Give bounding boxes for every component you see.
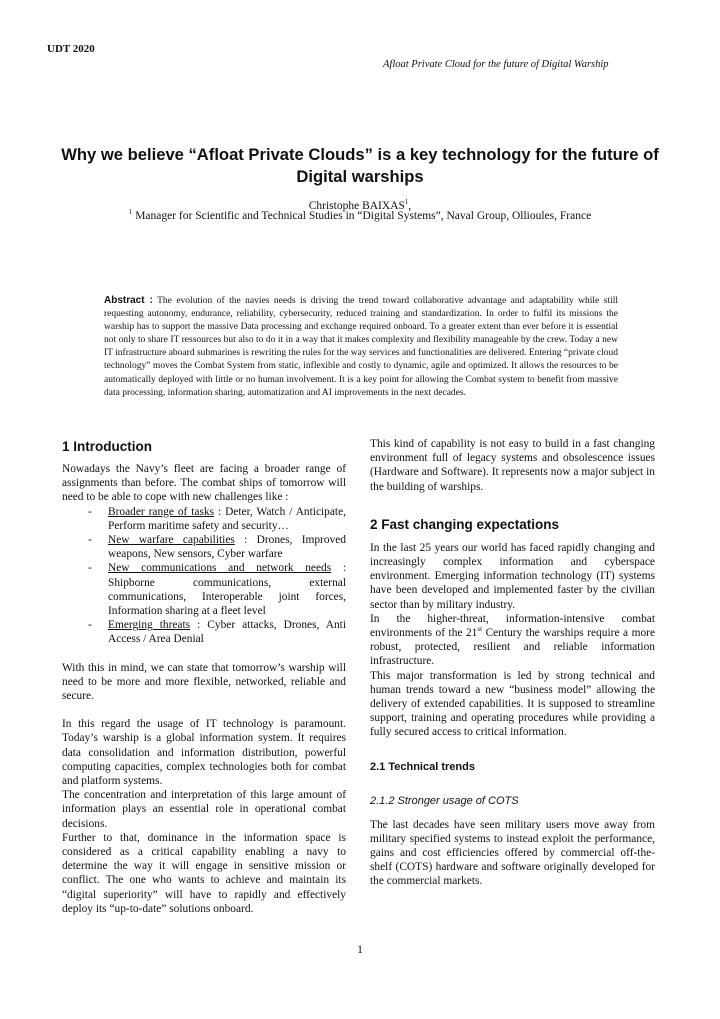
subsection-heading-technical-trends: 2.1 Technical trends (370, 760, 475, 773)
author-name: Christophe BAIXAS (308, 200, 405, 212)
paragraph: In the last 25 years our world has faced rapidly changing and increasingly complex information and cyberspace environment. Emerging information technology (IT) systems have been developed and implemented faster by the civilian sector than by military industry. (370, 541, 655, 611)
paragraph: This kind of capability is not easy to build in a fast changing environment full of legacy systems and obsolescence issues (Hardware and Software). It represents now a major subject in the building of warships. (370, 438, 655, 493)
bullet-lead: Broader range of tasks (108, 505, 215, 518)
list-item: - Emerging threats : Cyber attacks, Drones, Anti Access / Area Denial (88, 619, 346, 646)
bullet-rest: : Shipborne communications, external communications, Interoperable joint forces, Information sharing at a fleet level (108, 562, 346, 618)
list-item: - New communications and network needs : Shipborne communications, external communications, Interoperable joint forces, Information sharing at a fleet level (88, 562, 346, 618)
page-number: 1 (357, 942, 363, 956)
paragraph: In the higher-threat, information-intensive combat environments of the 21st Century the warships require a more robust, protected, resilient and reliable information infrastructure. (370, 612, 655, 668)
subsubsection-heading-cots: 2.1.2 Stronger usage of COTS (370, 794, 519, 807)
paragraph: In this regard the usage of IT technology is paramount. Today’s warship is a global information system. It requires data consolidation and information distribution, powerful computing capacities, complex technologies both for combat and platform systems. (62, 718, 346, 788)
bullet-lead: Emerging threats (108, 619, 191, 632)
left-column (62, 439, 346, 916)
bullet-rest: : Drones, Improved weapons, New sensors, Cyber warfare (108, 534, 346, 561)
section-heading-fast-changing: 2 Fast changing expectations (370, 516, 560, 532)
challenges-list (62, 505, 346, 647)
paragraph: This major transformation is led by strong technical and human trends toward a new “business model” allowing the delivery of extended capabilities. It is supposed to streamline support, training and operating procedures while providing a fully secured access to critical information. (370, 669, 655, 739)
running-header-right: Afloat Private Cloud for the future of Digital Warship (383, 59, 609, 70)
affiliation-text: Manager for Scientific and Technical Studies in “Digital Systems”, Naval Group, Ollioules, France (132, 210, 592, 222)
intro-paragraph: Nowadays the Navy’s fleet are facing a broader range of assignments than before. The combat ships of tomorrow will need to be able to cope with new challenges like : (62, 463, 346, 504)
abstract-label: Abstract : (104, 295, 153, 306)
running-header-left: UDT 2020 (47, 43, 95, 55)
paragraph: Further to that, dominance in the information space is considered as a critical capability enabling a navy to determine the way it will engage in sensitive mission or conflict. The one who wants to achieve and maintain its “digital superiority” will have to rapidly and effectively deploy its “up-to-date” solutions onboard. (62, 831, 346, 915)
author-tail: , (408, 200, 412, 212)
affiliation-sup: 1 (128, 208, 133, 217)
bullet-lead: New warfare capabilities (108, 534, 235, 547)
section-heading-introduction: 1 Introduction (62, 439, 152, 454)
abstract-text: The evolution of the navies needs is driving the trend toward collaborative advantage and adaptability while still requesting autonomy, endurance, reliability, cybersecurity, reduced training and standardization. In order to fulfil its missions the warship has to support the massive Data processing and exchange required onboard. To a greater extent than ever before it is essential not only to share IT ressources but also to do it in a way that it makes complexity and flexibility manageable by the crew. Today a new IT infrastructure aboard submarines is rewriting the rules for the way services and functionalities are delivered. Entering “private cloud technology” moves the Combat System from static, inflexible and costly to dynamic, agile and optimized. It allows the resources to be automatically deployed with little or no human involvement. It is a key point for allowing the Combat system to benefit from massive data processing, information sharing, automatization and AI improvements in the next decades. (104, 296, 618, 398)
bullet-rest: : Cyber attacks, Drones, Anti Access / Area Denial (108, 619, 346, 646)
paragraph: With this in mind, we can state that tomorrow’s warship will need to be more and more flexible, networked, reliable and secure. (62, 661, 346, 703)
paragraph: The last decades have seen military users move away from military specified systems to instead exploit the performance, gains and cost efficiencies offered by commercial off-the-shelf (COTS) hardware and software originally developed for the commercial markets. (370, 818, 655, 888)
paragraph: The concentration and interpretation of this large amount of information plays an essential role in operational combat decisions. (62, 789, 346, 830)
affiliation-line (0, 210, 720, 222)
right-column (370, 437, 655, 889)
list-item: - New warfare capabilities : Drones, Improved weapons, New sensors, Cyber warfare (88, 534, 346, 561)
abstract (104, 294, 618, 400)
bullet-rest: : Deter, Watch / Anticipate, Perform maritime safety and security… (108, 505, 346, 532)
list-item: - Broader range of tasks : Deter, Watch / Anticipate, Perform maritime safety and security… (88, 505, 346, 532)
bullet-lead: New communications and network needs (108, 562, 332, 575)
author-sup: 1 (404, 198, 409, 207)
paper-title: Why we believe “Afloat Private Clouds” is a key technology for the future of Digital warships (61, 145, 659, 186)
